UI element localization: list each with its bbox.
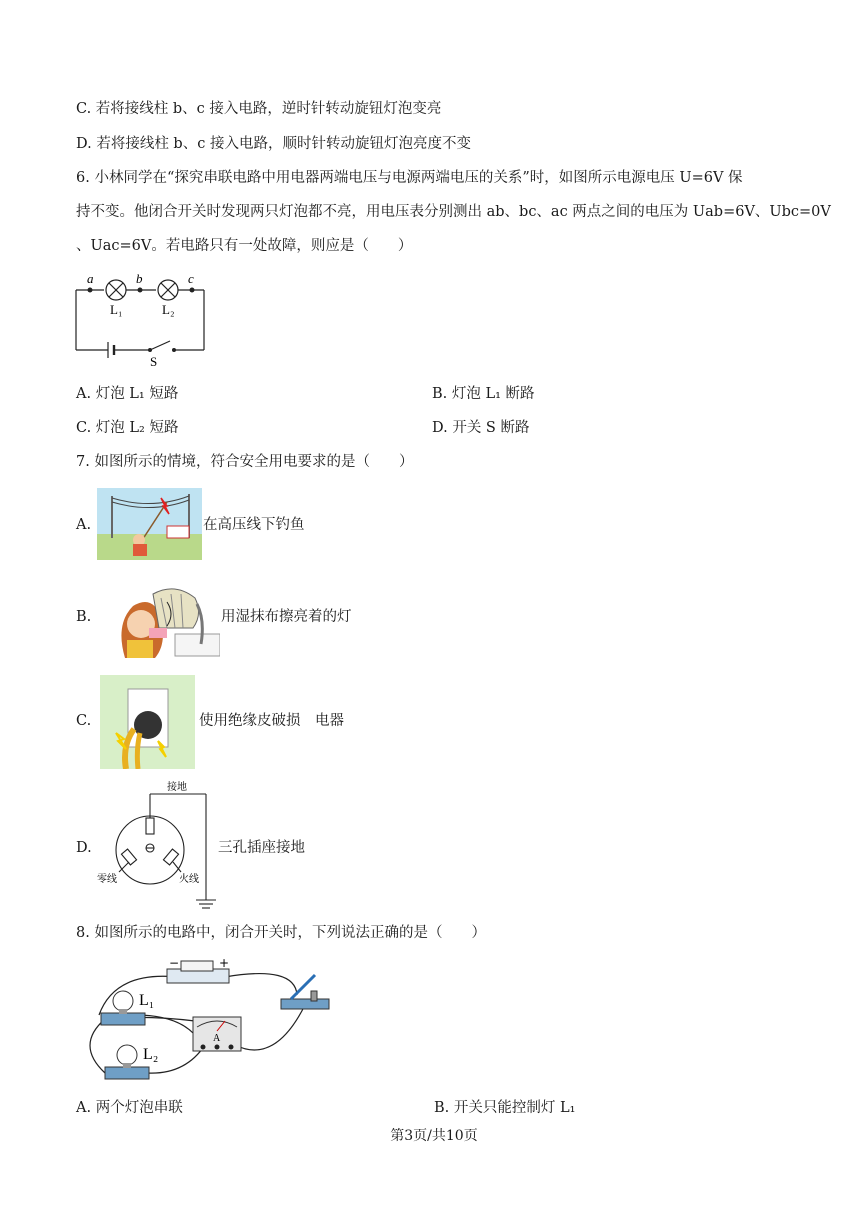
q8-stem: 8. 如图所示的电路中，闭合开关时，下列说法正确的是（ ） <box>76 925 486 941</box>
label-b: b <box>136 271 143 286</box>
label-a: a <box>87 271 94 286</box>
q8-option-a: A. 两个灯泡串联 <box>76 1100 183 1116</box>
label-neutral: 零线 <box>97 874 117 885</box>
q7-d-text: 三孔插座接地 <box>218 840 305 856</box>
label-l1: L₁ <box>110 302 123 317</box>
q6-option-c: C. 灯泡 L₂ 短路 <box>76 420 179 436</box>
q7-c-letter: C. <box>76 713 92 729</box>
option-c-prev: C. 若将接线柱 b、c 接入电路，逆时针转动旋钮灯泡变亮 <box>76 101 442 117</box>
option-d-prev: D. 若将接线柱 b、c 接入电路，顺时针转动旋钮灯泡亮度不变 <box>76 136 471 152</box>
three-hole-socket-diagram <box>95 778 220 918</box>
q7-b-letter: B. <box>76 609 92 625</box>
q6-stem-line3: 、Uac=6V。若电路只有一处故障，则应是（ ） <box>76 238 413 254</box>
q7-a-text: 在高压线下钓鱼 <box>203 517 305 533</box>
label-live: 火线 <box>179 874 199 885</box>
battery-minus: − <box>169 956 180 970</box>
battery-plus: + <box>219 956 230 970</box>
q6-option-b: B. 灯泡 L₁ 断路 <box>432 386 535 402</box>
q6-stem-line2: 持不变。他闭合开关时发现两只灯泡都不亮，用电压表分别测出 ab、bc、ac 两点之间的电压为 Uab=6V、Ubc=0V <box>76 204 831 220</box>
q7-d-letter: D. <box>76 840 92 856</box>
wet-cloth-lamp-image <box>105 584 220 658</box>
label-ground: 接地 <box>167 782 187 793</box>
damaged-plug-image <box>100 675 195 769</box>
q6-circuit-diagram <box>70 270 210 370</box>
q7-a-letter: A. <box>76 517 92 533</box>
q7-b-text: 用湿抹布擦亮着的灯 <box>221 609 352 625</box>
q6-option-d: D. 开关 S 断路 <box>432 420 530 436</box>
fishing-under-powerline-image <box>97 488 202 560</box>
q6-stem-line1: 6. 小林同学在“探究串联电路中用电器两端电压与电源两端电压的关系”时，如图所示电源电压 U=6V 保 <box>76 170 743 186</box>
label-l2: L₂ <box>162 302 175 317</box>
label-c: c <box>188 271 194 286</box>
l2-label: L₂ <box>143 1046 159 1063</box>
ammeter-a: A <box>213 1033 221 1044</box>
q7-c-text: 使用绝缘皮破损 电器 <box>199 713 344 729</box>
l1-label: L₁ <box>139 992 155 1009</box>
label-s: S <box>150 354 158 369</box>
q8-circuit-illustration <box>75 955 335 1085</box>
q8-option-b: B. 开关只能控制灯 L₁ <box>434 1100 576 1116</box>
q7-stem: 7. 如图所示的情境，符合安全用电要求的是（ ） <box>76 454 414 470</box>
q6-option-a: A. 灯泡 L₁ 短路 <box>76 386 179 402</box>
page-number-footer: 第3页/共10页 <box>390 1128 478 1144</box>
